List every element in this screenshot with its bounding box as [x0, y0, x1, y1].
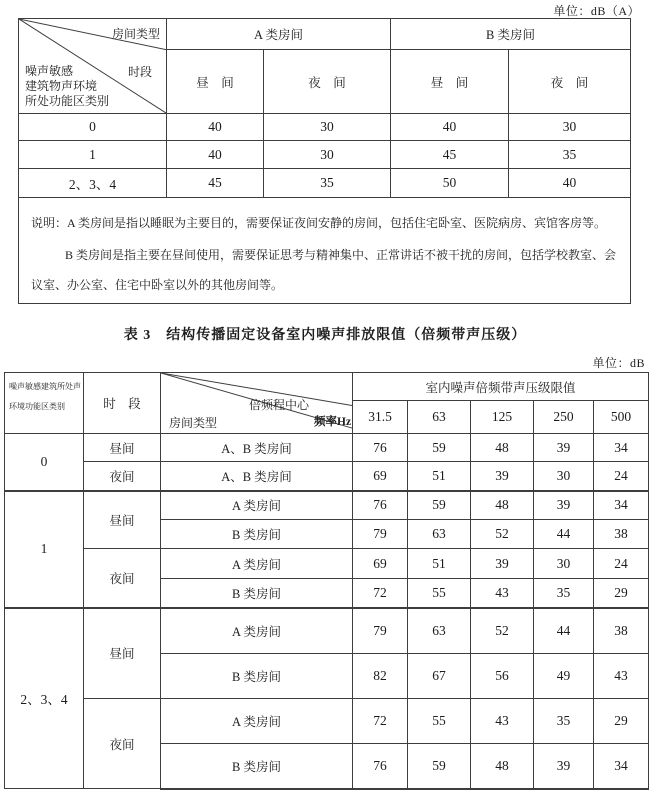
- value-cell: 52: [471, 520, 534, 549]
- functional-area-header-line: 环境功能区类别: [9, 402, 65, 411]
- value-cell: 48: [471, 491, 534, 520]
- value-cell: 35: [509, 141, 631, 169]
- value-cell: 39: [534, 491, 594, 520]
- table-room-noise-limits-dba: [18, 18, 631, 304]
- period-header-cell: 昼 间: [391, 50, 509, 114]
- value-cell: 44: [534, 520, 594, 549]
- t3-functional-area-header: [5, 373, 84, 434]
- value-cell: 40: [167, 114, 264, 141]
- value-cell: 30: [264, 141, 391, 169]
- table-row: [5, 549, 649, 579]
- value-cell: 76: [353, 744, 408, 789]
- room-cell: B 类房间: [161, 520, 353, 549]
- table-row: [19, 114, 631, 141]
- value-cell: 45: [167, 169, 264, 198]
- table-row: [5, 699, 649, 744]
- room-cell: A 类房间: [161, 549, 353, 579]
- period-header-cell: 夜 间: [509, 50, 631, 114]
- value-cell: 30: [534, 549, 594, 579]
- room-cell: A 类房间: [161, 699, 353, 744]
- period-cell: 夜间: [84, 699, 161, 789]
- freq-header-cell: 31.5: [353, 401, 408, 434]
- value-cell: 79: [353, 608, 408, 654]
- value-cell: 35: [534, 579, 594, 608]
- period-cell: 昼间: [84, 491, 161, 549]
- value-cell: 40: [391, 114, 509, 141]
- value-cell: 39: [534, 434, 594, 462]
- value-cell: 76: [353, 491, 408, 520]
- category-cell: 2、3、4: [19, 169, 167, 198]
- header-room-class-a: A 类房间: [167, 19, 391, 50]
- value-cell: 63: [408, 608, 471, 654]
- category-label-line: 建筑物声环境: [25, 79, 98, 93]
- value-cell: 35: [534, 699, 594, 744]
- period-header-cell: 昼 间: [167, 50, 264, 114]
- value-cell: 76: [353, 434, 408, 462]
- value-cell: 30: [264, 114, 391, 141]
- value-cell: 39: [471, 462, 534, 491]
- value-cell: 35: [264, 169, 391, 198]
- value-cell: 34: [594, 491, 649, 520]
- t3-span-header: 室内噪声倍频带声压级限值: [353, 373, 649, 401]
- t3-period-header: 时 段: [84, 373, 161, 434]
- room-cell: B 类房间: [161, 744, 353, 789]
- table1-note-cell: [19, 198, 631, 304]
- corner-category-label: [25, 64, 109, 109]
- value-cell: 59: [408, 491, 471, 520]
- category-label-line: 所处功能区类别: [25, 94, 110, 108]
- freq-header-cell: 250: [534, 401, 594, 434]
- period-cell: 昼间: [84, 434, 161, 462]
- room-cell: B 类房间: [161, 579, 353, 608]
- value-cell: 51: [408, 549, 471, 579]
- header-room-class-b: B 类房间: [391, 19, 631, 50]
- frequency-hz-label: 频率Hz: [314, 416, 352, 428]
- table1-corner-cell: [19, 19, 167, 114]
- value-cell: 24: [594, 462, 649, 491]
- value-cell: 56: [471, 654, 534, 699]
- value-cell: 44: [534, 608, 594, 654]
- value-cell: 69: [353, 549, 408, 579]
- table-row: [19, 169, 631, 198]
- period-cell: 夜间: [84, 462, 161, 491]
- value-cell: 59: [408, 434, 471, 462]
- note-line: B 类房间是指主要在昼间使用，需要保证思考与精神集中、正常讲话不被干扰的房间，包括学校教室、会议室、办公室、住宅中卧室以外的其他房间等。: [31, 248, 617, 292]
- value-cell: 55: [408, 699, 471, 744]
- value-cell: 50: [391, 169, 509, 198]
- table-row: [5, 491, 649, 520]
- corner-period-label: 时段: [127, 65, 152, 79]
- value-cell: 39: [534, 744, 594, 789]
- period-cell: 昼间: [84, 608, 161, 699]
- room-cell: A、B 类房间: [161, 434, 353, 462]
- freq-header-cell: 63: [408, 401, 471, 434]
- octave-band-center-label: 倍频程中心: [249, 398, 310, 412]
- room-cell: B 类房间: [161, 654, 353, 699]
- value-cell: 82: [353, 654, 408, 699]
- period-header-cell: 夜 间: [264, 50, 391, 114]
- value-cell: 72: [353, 699, 408, 744]
- room-cell: A 类房间: [161, 608, 353, 654]
- value-cell: 40: [167, 141, 264, 169]
- value-cell: 48: [471, 434, 534, 462]
- table3-octave-band-limits: [4, 372, 649, 790]
- table-row: [5, 462, 649, 491]
- corner-room-type-label: 房间类型: [111, 27, 160, 41]
- table-row: [19, 141, 631, 169]
- value-cell: 30: [509, 114, 631, 141]
- value-cell: 29: [594, 579, 649, 608]
- value-cell: 59: [408, 744, 471, 789]
- period-cell: 夜间: [84, 549, 161, 608]
- value-cell: 51: [408, 462, 471, 491]
- value-cell: 67: [408, 654, 471, 699]
- category-cell: 2、3、4: [5, 608, 84, 789]
- freq-header-cell: 125: [471, 401, 534, 434]
- freq-header-cell: 500: [594, 401, 649, 434]
- value-cell: 39: [471, 549, 534, 579]
- unit-label-dba: 单位：dB（A）: [553, 4, 640, 18]
- value-cell: 38: [594, 608, 649, 654]
- category-cell: 1: [19, 141, 167, 169]
- value-cell: 55: [408, 579, 471, 608]
- value-cell: 40: [509, 169, 631, 198]
- room-cell: A、B 类房间: [161, 462, 353, 491]
- value-cell: 45: [391, 141, 509, 169]
- value-cell: 63: [408, 520, 471, 549]
- value-cell: 79: [353, 520, 408, 549]
- value-cell: 72: [353, 579, 408, 608]
- t3-corner-cell: [161, 373, 353, 434]
- value-cell: 69: [353, 462, 408, 491]
- category-cell: 0: [5, 434, 84, 491]
- table3-title: 表 3 结构传播固定设备室内噪声排放限值（倍频带声压级）: [123, 328, 527, 343]
- value-cell: 24: [594, 549, 649, 579]
- unit-label-db: 单位：dB: [592, 356, 645, 370]
- value-cell: 43: [471, 699, 534, 744]
- value-cell: 48: [471, 744, 534, 789]
- category-label-line: 噪声敏感: [25, 64, 74, 78]
- value-cell: 34: [594, 744, 649, 789]
- value-cell: 52: [471, 608, 534, 654]
- category-cell: 1: [5, 491, 84, 608]
- value-cell: 43: [594, 654, 649, 699]
- value-cell: 43: [471, 579, 534, 608]
- table-row: [5, 608, 649, 654]
- room-cell: A 类房间: [161, 491, 353, 520]
- value-cell: 30: [534, 462, 594, 491]
- value-cell: 29: [594, 699, 649, 744]
- functional-area-header-line: 噪声敏感建筑所处声: [9, 382, 81, 391]
- value-cell: 34: [594, 434, 649, 462]
- note-line: 说明：A 类房间是指以睡眠为主要目的，需要保证夜间安静的房间，包括住宅卧室、医院病房、宾馆客房等。: [31, 216, 607, 230]
- value-cell: 49: [534, 654, 594, 699]
- value-cell: 38: [594, 520, 649, 549]
- table-row: [5, 434, 649, 462]
- room-type-label: 房间类型: [169, 416, 218, 430]
- category-cell: 0: [19, 114, 167, 141]
